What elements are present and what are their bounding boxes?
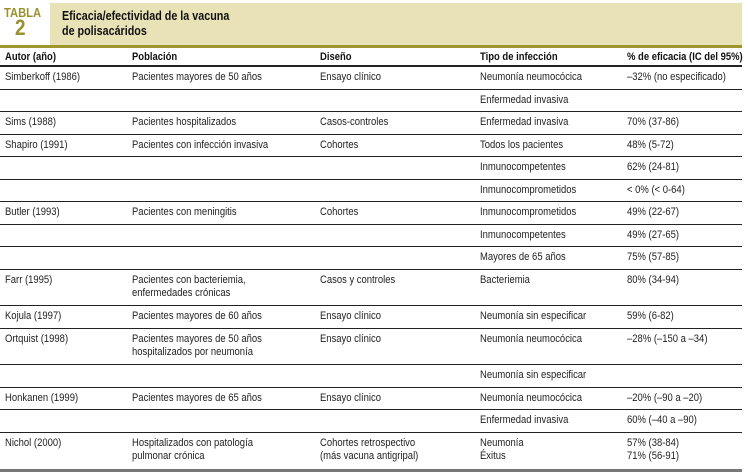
row-divider <box>0 201 742 202</box>
cell-poblacion: Pacientes con bacteriemia, <box>132 273 246 286</box>
cell-diseno: Ensayo clínico <box>320 332 382 345</box>
cell-tipo: Neumonía neumocócica <box>480 332 583 345</box>
table-title-line1: Eficacia/efectividad de la vacuna <box>62 9 230 23</box>
cell-eficacia: 70% (37-86) <box>627 116 680 128</box>
cell-poblacion: pulmonar crónica <box>132 449 205 462</box>
cell-autor: Sims (1988) <box>5 116 56 128</box>
cell-autor: Simberkoff (1986) <box>5 71 81 83</box>
cell-tipo: Inmunocomprometidos <box>480 206 577 218</box>
cell-poblacion: Pacientes con meningitis <box>132 206 237 218</box>
cell-diseno: Ensayo clínico <box>320 391 382 404</box>
title-band <box>50 3 742 45</box>
cell-poblacion: hospitalizados por neumonía <box>132 345 253 358</box>
row-divider <box>0 89 742 90</box>
cell-tipo: Neumonía neumocócica <box>480 71 583 83</box>
cell-diseno: Ensayo clínico <box>320 71 382 83</box>
cell-poblacion: Pacientes mayores de 50 años <box>132 71 262 83</box>
table-label <box>0 0 50 45</box>
column-header-eficacia: % de eficacia (IC del 95%) <box>627 51 743 63</box>
table-label-word: TABLA <box>4 5 42 20</box>
row-divider <box>0 111 742 112</box>
cell-tipo: Enfermedad invasiva <box>480 414 569 426</box>
cell-eficacia: 62% (24-81) <box>627 161 680 173</box>
cell-poblacion: enfermedades crónicas <box>132 286 231 299</box>
cell-tipo: Neumonía neumocócica <box>480 391 583 404</box>
cell-eficacia: –20% (–90 a –20) <box>627 391 703 404</box>
table-number: 2 <box>15 15 26 40</box>
cell-diseno: Cohortes <box>320 138 359 151</box>
cell-autor: Nichol (2000) <box>5 436 62 449</box>
cell-tipo: Inmunocompetentes <box>480 228 566 241</box>
cell-poblacion: Pacientes mayores de 50 años <box>132 332 262 345</box>
table-title-line2: de polisacáridos <box>62 24 147 38</box>
table-title <box>62 9 257 39</box>
column-header-diseno: Diseño <box>320 51 352 63</box>
cell-autor: Honkanen (1999) <box>5 391 79 404</box>
cell-tipo: Neumonía sin especificar <box>480 310 587 322</box>
cell-tipo: Inmunocompetentes <box>480 161 566 173</box>
cell-tipo: Bacteriemia <box>480 273 530 286</box>
cell-autor: Ortquist (1998) <box>5 332 69 345</box>
cell-eficacia: 80% (34-94) <box>627 273 680 286</box>
cell-poblacion: Pacientes mayores de 60 años <box>132 310 262 322</box>
cell-tipo: Enfermedad invasiva <box>480 116 569 128</box>
column-header-autor: Autor (año) <box>5 51 56 63</box>
row-divider <box>0 364 742 365</box>
row-divider <box>0 156 742 157</box>
cell-eficacia: 60% (–40 a –90) <box>627 414 697 426</box>
row-divider <box>0 328 742 329</box>
column-header-tipo: Tipo de infección <box>480 51 558 63</box>
cell-poblacion: Hospitalizados con patología <box>132 436 253 449</box>
cell-autor: Shapiro (1991) <box>5 138 68 151</box>
column-header-rule <box>0 65 742 67</box>
cell-tipo: Todos los pacientes <box>480 138 564 151</box>
cell-diseno: Casos y controles <box>320 273 396 286</box>
cell-tipo: Enfermedad invasiva <box>480 93 569 106</box>
cell-tipo: Neumonía <box>480 436 524 449</box>
cell-autor: Kojula (1997) <box>5 310 62 322</box>
row-divider <box>0 179 742 180</box>
cell-diseno: Ensayo clínico <box>320 310 382 322</box>
cell-tipo: Mayores de 65 años <box>480 251 566 263</box>
cell-poblacion: Pacientes hospitalizados <box>132 116 237 128</box>
cell-tipo: Éxitus <box>480 449 506 462</box>
cell-eficacia: 49% (27-65) <box>627 228 680 241</box>
row-divider <box>0 269 742 270</box>
row-divider <box>0 409 742 410</box>
cell-poblacion: Pacientes con infección invasiva <box>132 138 269 151</box>
row-divider <box>0 246 742 247</box>
row-divider <box>0 305 742 306</box>
cell-eficacia: –32% (no especificado) <box>627 71 726 83</box>
column-header-poblacion: Población <box>132 51 178 63</box>
row-divider <box>0 224 742 225</box>
cell-autor: Farr (1995) <box>5 273 53 286</box>
cell-diseno: Casos-controles <box>320 116 389 128</box>
cell-diseno: Cohortes <box>320 206 359 218</box>
cell-autor: Butler (1993) <box>5 206 60 218</box>
cell-eficacia: 57% (38-84) <box>627 436 680 449</box>
cell-eficacia: 49% (22-67) <box>627 206 680 218</box>
row-divider <box>0 432 742 433</box>
row-divider <box>0 134 742 135</box>
cell-eficacia: < 0% (< 0-64) <box>627 183 685 196</box>
cell-tipo: Inmunocomprometidos <box>480 183 577 196</box>
cell-diseno: Cohortes retrospectivo <box>320 436 416 449</box>
header-rule <box>0 45 742 48</box>
cell-poblacion: Pacientes mayores de 65 años <box>132 391 262 404</box>
row-divider <box>0 387 742 388</box>
cell-diseno: (más vacuna antigripal) <box>320 449 419 462</box>
cell-eficacia: 75% (57-85) <box>627 251 680 263</box>
cell-eficacia: 71% (56-91) <box>627 449 680 462</box>
cell-tipo: Neumonía sin especificar <box>480 369 587 381</box>
cell-eficacia: 59% (6-82) <box>627 310 674 322</box>
cell-eficacia: 48% (5-72) <box>627 138 674 151</box>
cell-eficacia: –28% (–150 a –34) <box>627 332 708 345</box>
